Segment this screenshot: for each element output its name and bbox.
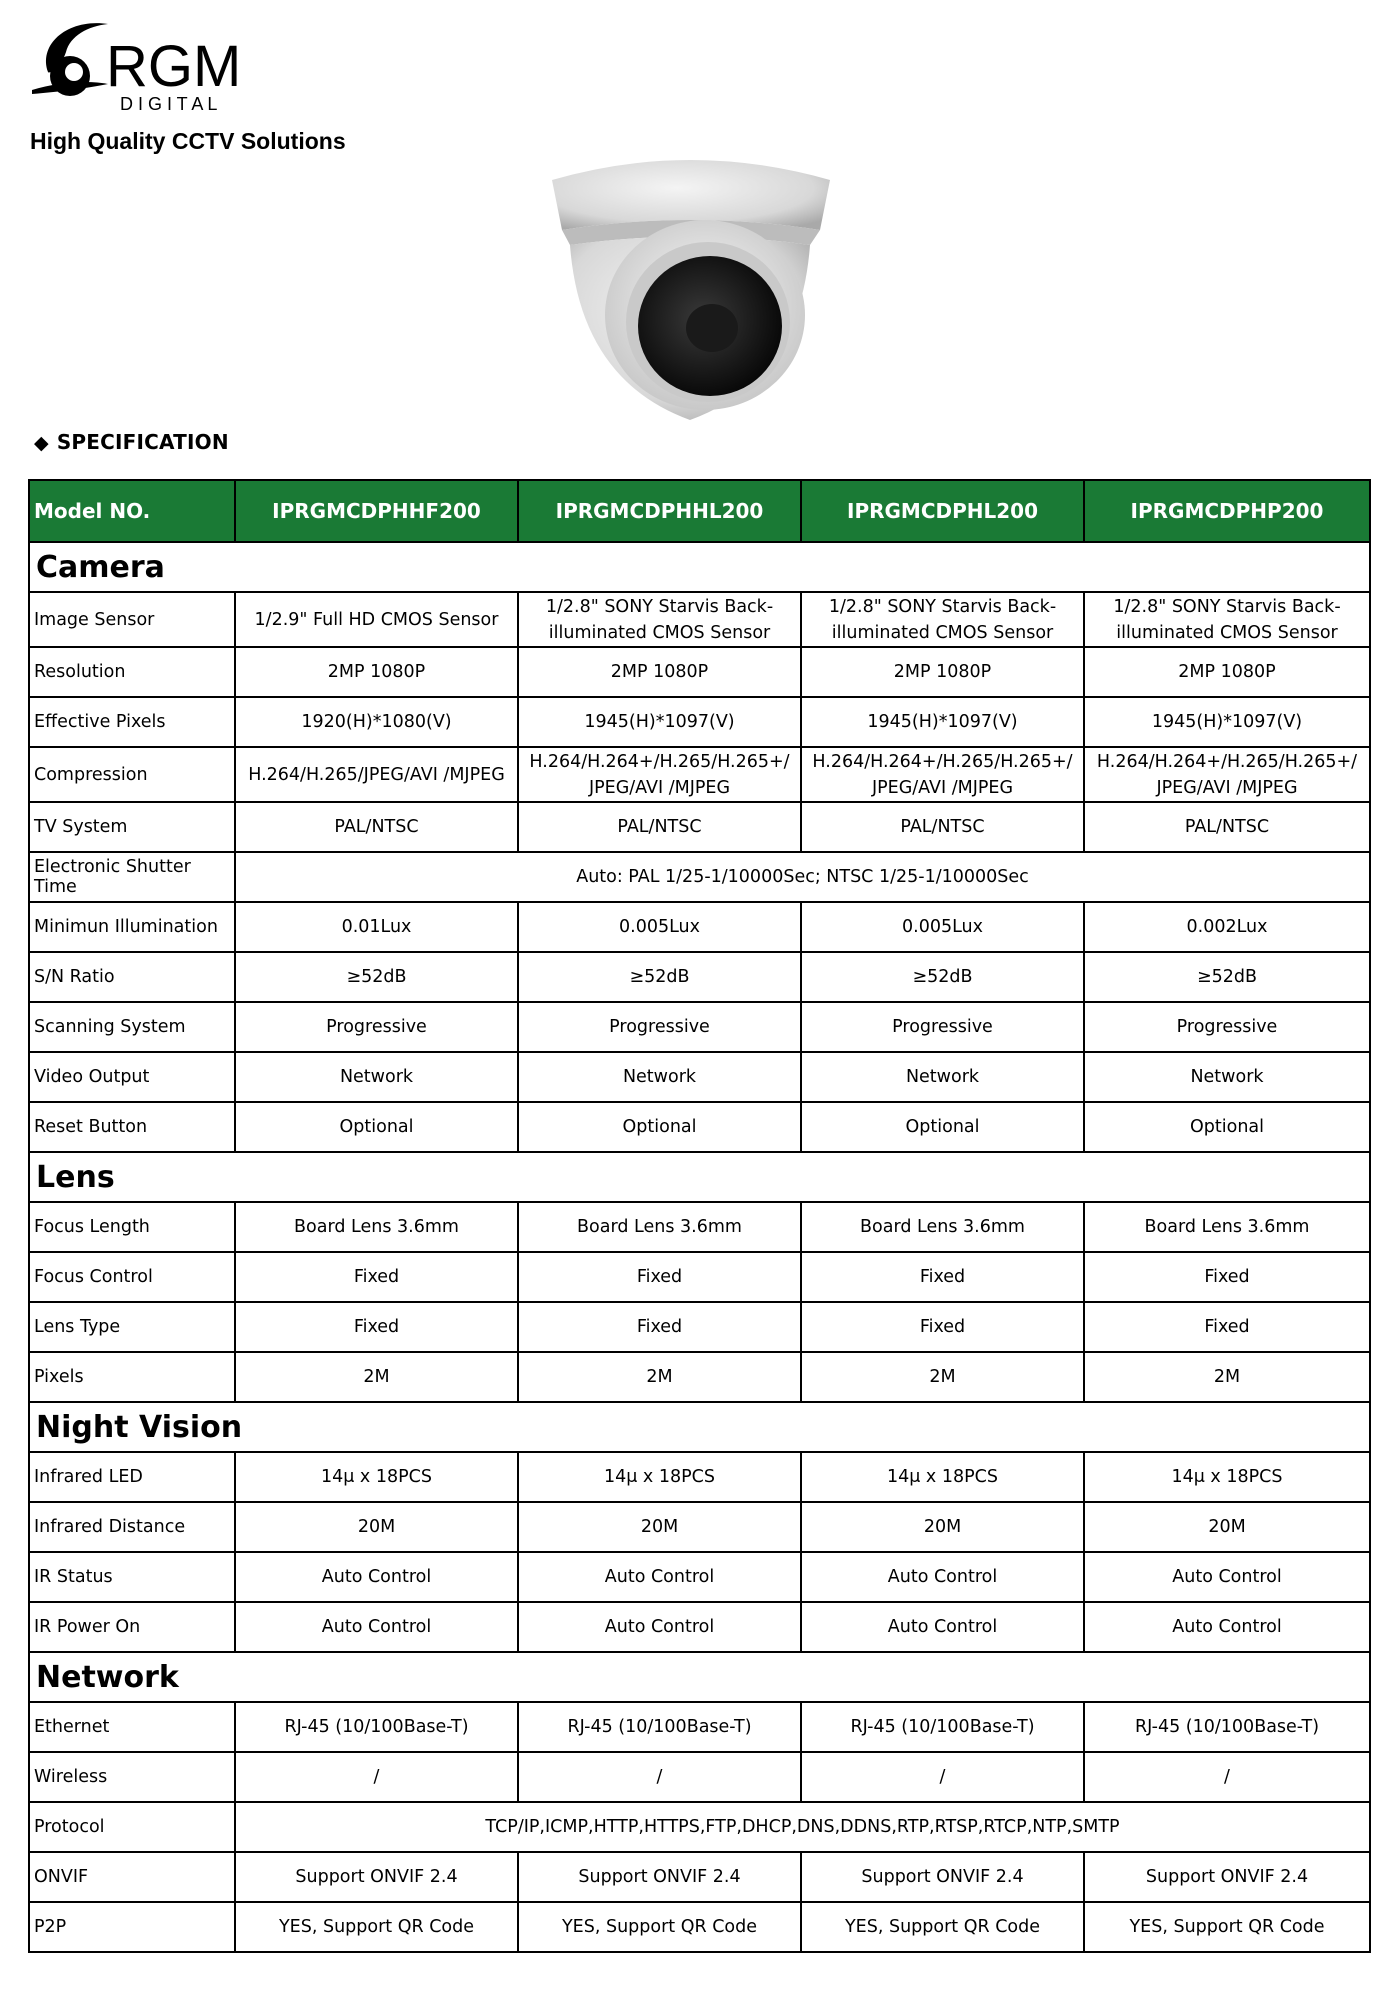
- spec-value: 1/2.8" SONY Starvis Back-illuminated CMOS Sensor: [801, 592, 1084, 647]
- spec-value: 2MP 1080P: [801, 647, 1084, 697]
- spec-value: 20M: [235, 1502, 518, 1552]
- spec-value: YES, Support QR Code: [1084, 1902, 1370, 1952]
- spec-value: 1/2.8" SONY Starvis Back-illuminated CMOS Sensor: [518, 592, 801, 647]
- spec-row: [29, 1752, 1370, 1802]
- svg-text:D I G I T A L: D I G I T A L: [120, 94, 218, 114]
- model-header: IPRGMCDPHP200: [1084, 480, 1370, 542]
- spec-value: Support ONVIF 2.4: [518, 1852, 801, 1902]
- spec-value: 0.01Lux: [235, 902, 518, 952]
- spec-label: IR Power On: [29, 1602, 235, 1652]
- specification-heading: [34, 430, 229, 454]
- spec-value: H.264/H.264+/H.265/H.265+/ JPEG/AVI /MJPEG: [518, 747, 801, 802]
- spec-value: ≥52dB: [235, 952, 518, 1002]
- spec-label: Infrared LED: [29, 1452, 235, 1502]
- spec-value: Support ONVIF 2.4: [235, 1852, 518, 1902]
- spec-value: /: [801, 1752, 1084, 1802]
- spec-value: Fixed: [235, 1302, 518, 1352]
- spec-value: H.264/H.264+/H.265/H.265+/ JPEG/AVI /MJPEG: [801, 747, 1084, 802]
- spec-row: [29, 647, 1370, 697]
- spec-value: Fixed: [801, 1302, 1084, 1352]
- spec-value: Board Lens 3.6mm: [235, 1202, 518, 1252]
- spec-value: /: [518, 1752, 801, 1802]
- spec-value: 14μ x 18PCS: [1084, 1452, 1370, 1502]
- spec-value: Auto Control: [1084, 1602, 1370, 1652]
- spec-row: [29, 952, 1370, 1002]
- spec-row: [29, 1502, 1370, 1552]
- spec-row: [29, 1052, 1370, 1102]
- section-row: [29, 1652, 1370, 1702]
- spec-row: [29, 1602, 1370, 1652]
- spec-value: YES, Support QR Code: [801, 1902, 1084, 1952]
- spec-value: 1920(H)*1080(V): [235, 697, 518, 747]
- model-header-row: [29, 480, 1370, 542]
- spec-row: [29, 1902, 1370, 1952]
- spec-value: 2MP 1080P: [1084, 647, 1370, 697]
- spec-value: 2MP 1080P: [518, 647, 801, 697]
- spec-label: Effective Pixels: [29, 697, 235, 747]
- spec-value: 20M: [801, 1502, 1084, 1552]
- spec-row: [29, 1102, 1370, 1152]
- spec-value: /: [1084, 1752, 1370, 1802]
- spec-label: Electronic Shutter Time: [29, 852, 235, 902]
- spec-row: [29, 1852, 1370, 1902]
- spec-value: ≥52dB: [801, 952, 1084, 1002]
- section-title: Night Vision: [29, 1402, 1370, 1452]
- spec-value: RJ-45 (10/100Base-T): [235, 1702, 518, 1752]
- spec-value: Optional: [1084, 1102, 1370, 1152]
- spec-label: Scanning System: [29, 1002, 235, 1052]
- spec-label: Minimun Illumination: [29, 902, 235, 952]
- spec-row: [29, 852, 1370, 902]
- section-title: Lens: [29, 1152, 1370, 1202]
- spec-value: 1/2.8" SONY Starvis Back-illuminated CMOS Sensor: [1084, 592, 1370, 647]
- spec-row: [29, 592, 1370, 647]
- spec-row: [29, 747, 1370, 802]
- spec-value: 14μ x 18PCS: [801, 1452, 1084, 1502]
- spec-value: Fixed: [801, 1252, 1084, 1302]
- spec-label: Reset Button: [29, 1102, 235, 1152]
- spec-value: 0.005Lux: [518, 902, 801, 952]
- spec-value: Auto Control: [801, 1602, 1084, 1652]
- spec-value: 14μ x 18PCS: [235, 1452, 518, 1502]
- spec-value: 20M: [518, 1502, 801, 1552]
- svg-text:RGM: RGM: [106, 34, 242, 99]
- spec-value: YES, Support QR Code: [518, 1902, 801, 1952]
- spec-value: PAL/NTSC: [1084, 802, 1370, 852]
- spec-row: [29, 1002, 1370, 1052]
- spec-row: [29, 1452, 1370, 1502]
- spec-label: Video Output: [29, 1052, 235, 1102]
- spec-value: RJ-45 (10/100Base-T): [801, 1702, 1084, 1752]
- spec-value: Auto Control: [1084, 1552, 1370, 1602]
- spec-value-merged: TCP/IP,ICMP,HTTP,HTTPS,FTP,DHCP,DNS,DDNS,RTP,RTSP,RTCP,NTP,SMTP: [235, 1802, 1370, 1852]
- spec-value: YES, Support QR Code: [235, 1902, 518, 1952]
- spec-value: 2MP 1080P: [235, 647, 518, 697]
- spec-value: Auto Control: [518, 1552, 801, 1602]
- model-header: IPRGMCDPHL200: [801, 480, 1084, 542]
- spec-value: /: [235, 1752, 518, 1802]
- spec-value: Support ONVIF 2.4: [1084, 1852, 1370, 1902]
- specification-title: SPECIFICATION: [56, 430, 229, 454]
- spec-row: [29, 1252, 1370, 1302]
- spec-label: Wireless: [29, 1752, 235, 1802]
- spec-value: RJ-45 (10/100Base-T): [1084, 1702, 1370, 1752]
- spec-label: Protocol: [29, 1802, 235, 1852]
- spec-row: [29, 697, 1370, 747]
- spec-value: 2M: [1084, 1352, 1370, 1402]
- spec-label: Ethernet: [29, 1702, 235, 1752]
- spec-value: 20M: [1084, 1502, 1370, 1552]
- spec-value: Progressive: [801, 1002, 1084, 1052]
- spec-value: Board Lens 3.6mm: [1084, 1202, 1370, 1252]
- spec-label: P2P: [29, 1902, 235, 1952]
- section-row: [29, 1152, 1370, 1202]
- spec-value: RJ-45 (10/100Base-T): [518, 1702, 801, 1752]
- spec-value: Support ONVIF 2.4: [801, 1852, 1084, 1902]
- section-row: [29, 542, 1370, 592]
- spec-value: 2M: [518, 1352, 801, 1402]
- spec-value: Network: [235, 1052, 518, 1102]
- spec-value: Network: [801, 1052, 1084, 1102]
- spec-value: 1945(H)*1097(V): [801, 697, 1084, 747]
- spec-row: [29, 1802, 1370, 1852]
- spec-value: 14μ x 18PCS: [518, 1452, 801, 1502]
- spec-row: [29, 1702, 1370, 1752]
- spec-value: PAL/NTSC: [801, 802, 1084, 852]
- spec-value: Progressive: [518, 1002, 801, 1052]
- spec-value: Fixed: [1084, 1302, 1370, 1352]
- spec-label: TV System: [29, 802, 235, 852]
- spec-value: Auto Control: [518, 1602, 801, 1652]
- diamond-bullet-icon: ◆: [34, 432, 49, 454]
- spec-value: Fixed: [235, 1252, 518, 1302]
- spec-value: Fixed: [1084, 1252, 1370, 1302]
- spec-value: Optional: [518, 1102, 801, 1152]
- section-row: [29, 1402, 1370, 1452]
- section-title: Network: [29, 1652, 1370, 1702]
- spec-value: 1945(H)*1097(V): [1084, 697, 1370, 747]
- spec-value: Progressive: [1084, 1002, 1370, 1052]
- spec-value: 0.005Lux: [801, 902, 1084, 952]
- spec-value: 0.002Lux: [1084, 902, 1370, 952]
- spec-value: H.264/H.265/JPEG/AVI /MJPEG: [235, 747, 518, 802]
- spec-value: PAL/NTSC: [235, 802, 518, 852]
- spec-value: Optional: [801, 1102, 1084, 1152]
- spec-value: ≥52dB: [1084, 952, 1370, 1002]
- rgm-digital-logo: [28, 14, 278, 114]
- spec-value: Network: [518, 1052, 801, 1102]
- spec-row: [29, 1552, 1370, 1602]
- model-no-label: Model NO.: [29, 480, 235, 542]
- spec-value: Fixed: [518, 1302, 801, 1352]
- spec-row: [29, 802, 1370, 852]
- spec-value: ≥52dB: [518, 952, 801, 1002]
- spec-value: Progressive: [235, 1002, 518, 1052]
- spec-label: Image Sensor: [29, 592, 235, 647]
- spec-value: Optional: [235, 1102, 518, 1152]
- model-header: IPRGMCDPHHL200: [518, 480, 801, 542]
- spec-row: [29, 1302, 1370, 1352]
- spec-value: Auto Control: [801, 1552, 1084, 1602]
- model-header: IPRGMCDPHHF200: [235, 480, 518, 542]
- spec-label: Resolution: [29, 647, 235, 697]
- spec-label: Lens Type: [29, 1302, 235, 1352]
- spec-value: Auto Control: [235, 1602, 518, 1652]
- spec-label: Pixels: [29, 1352, 235, 1402]
- specification-table: [28, 479, 1371, 1953]
- spec-label: Infrared Distance: [29, 1502, 235, 1552]
- spec-value: Board Lens 3.6mm: [801, 1202, 1084, 1252]
- spec-value: Auto Control: [235, 1552, 518, 1602]
- spec-value: 2M: [801, 1352, 1084, 1402]
- spec-value: Board Lens 3.6mm: [518, 1202, 801, 1252]
- spec-label: Focus Length: [29, 1202, 235, 1252]
- spec-value: 1/2.9" Full HD CMOS Sensor: [235, 592, 518, 647]
- spec-value: Network: [1084, 1052, 1370, 1102]
- specification-body: [29, 542, 1370, 1952]
- dome-camera-image: [540, 150, 840, 430]
- spec-value: 2M: [235, 1352, 518, 1402]
- spec-value: Fixed: [518, 1252, 801, 1302]
- spec-label: Focus Control: [29, 1252, 235, 1302]
- spec-label: IR Status: [29, 1552, 235, 1602]
- spec-value: 1945(H)*1097(V): [518, 697, 801, 747]
- spec-value: PAL/NTSC: [518, 802, 801, 852]
- spec-label: ONVIF: [29, 1852, 235, 1902]
- spec-label: Compression: [29, 747, 235, 802]
- tagline: High Quality CCTV Solutions: [30, 128, 346, 154]
- spec-row: [29, 1202, 1370, 1252]
- spec-row: [29, 1352, 1370, 1402]
- spec-label: S/N Ratio: [29, 952, 235, 1002]
- spec-value: H.264/H.264+/H.265/H.265+/ JPEG/AVI /MJPEG: [1084, 747, 1370, 802]
- spec-value-merged: Auto: PAL 1/25-1/10000Sec; NTSC 1/25-1/10000Sec: [235, 852, 1370, 902]
- section-title: Camera: [29, 542, 1370, 592]
- spec-row: [29, 902, 1370, 952]
